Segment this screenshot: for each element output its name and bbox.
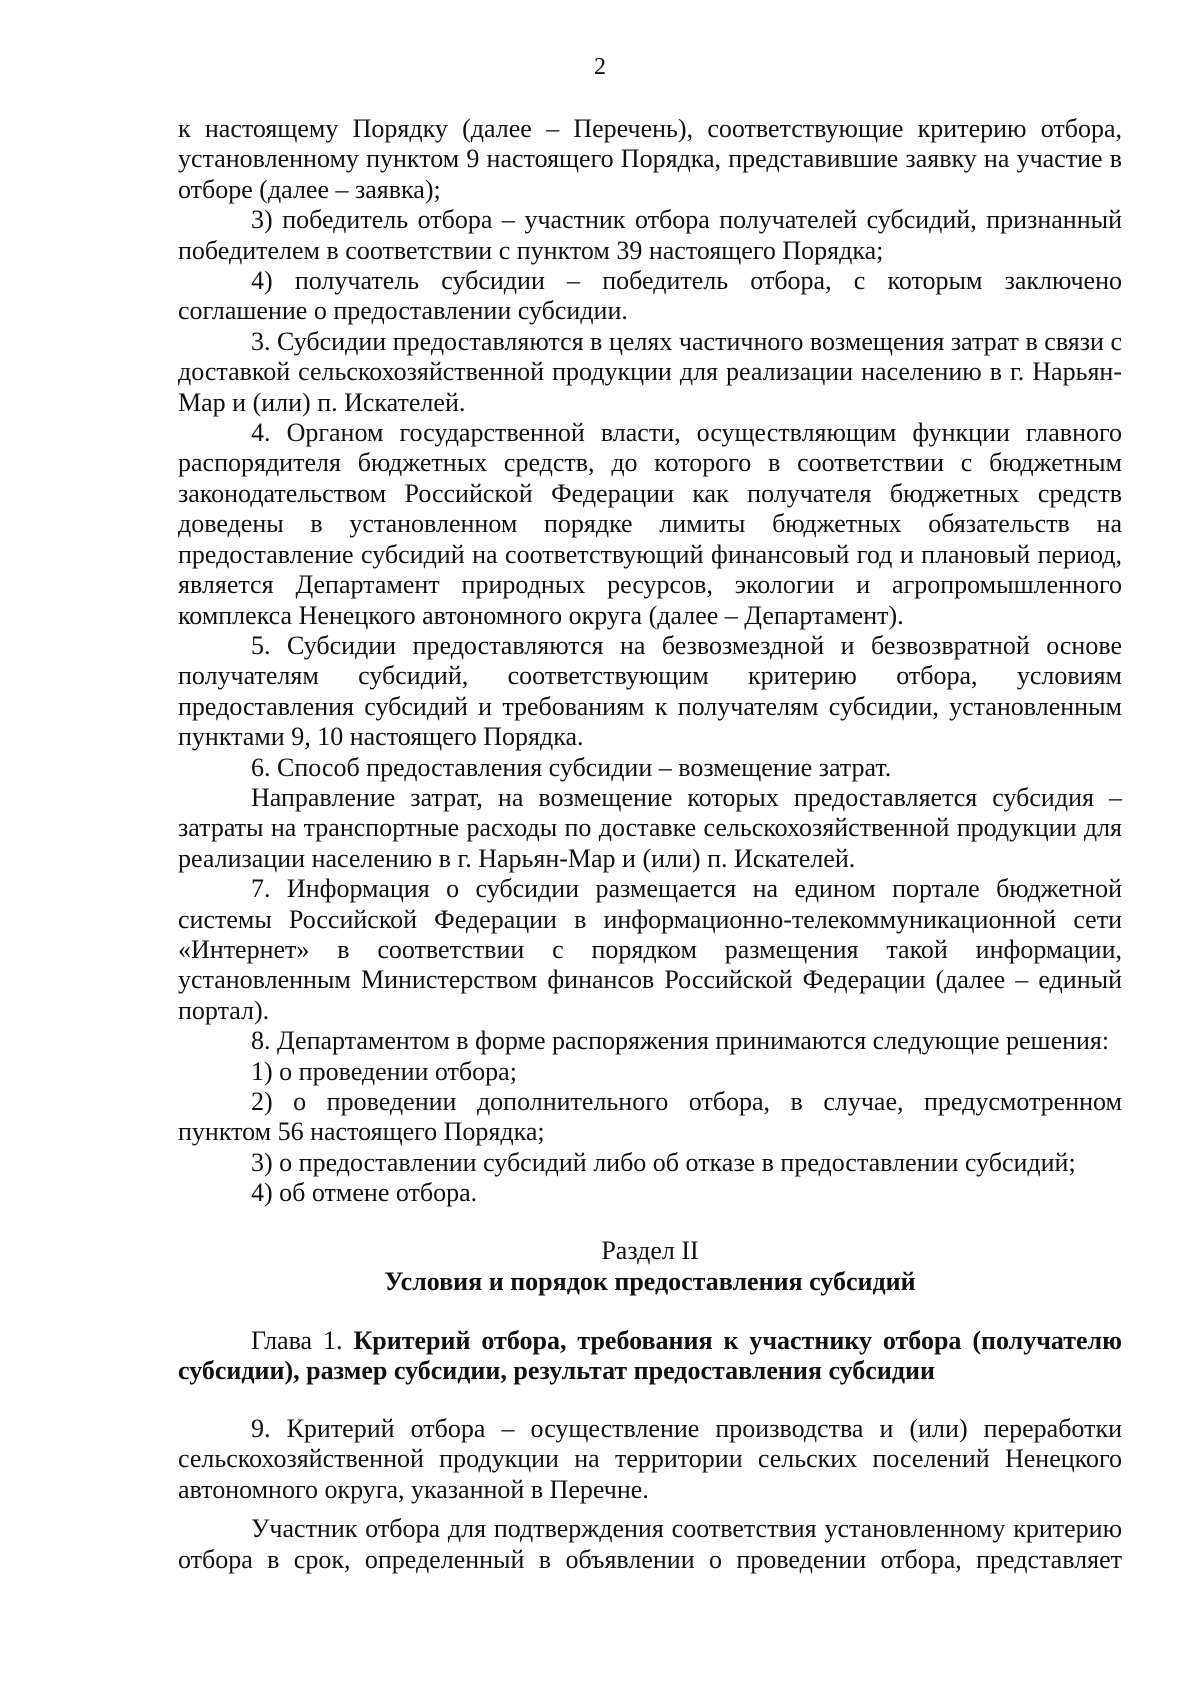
paragraph: 6. Способ предоставления субсидии – возмещение затрат. <box>251 752 892 782</box>
chapter-heading <box>178 1326 1122 1387</box>
paragraph: Направление затрат, на возмещение которых предоставляется субсидия – затраты на транспортные расходы по доставке сельскохозяйственной продукции для реализации населению в г. Нарьян-Мар и (или) п. Искателей. <box>178 782 1122 873</box>
paragraph: 8. Департаментом в форме распоряжения принимаются следующие решения: <box>251 1026 1110 1056</box>
paragraph: 7. Информация о субсидии размещается на едином портале бюджетной системы Российской Федерации в информационно-телекоммуникационной сети «Интернет» в соответствии с порядком размещения такой информации, установленным Министерством финансов Российской Федерации (далее – единый портал). <box>178 874 1122 1025</box>
paragraph: 4) об отмене отбора. <box>251 1178 478 1208</box>
paragraph: 2) о проведении дополнительного отбора, в случае, предусмотренном пунктом 56 настоящего Порядка; <box>178 1087 1122 1147</box>
chapter-title: Критерий отбора, требования к участнику отбора (получателю субсидии), размер субсидии, результат предоставления субсидии <box>178 1326 1122 1386</box>
paragraph: 3. Субсидии предоставляются в целях частичного возмещения затрат в связи с доставкой сельскохозяйственной продукции для реализации населению в г. Нарьян-Мар и (или) п. Искателей. <box>178 326 1122 417</box>
page-number: 2 <box>594 54 606 80</box>
paragraph: 4. Органом государственной власти, осуществляющим функции главного распорядителя бюджетных средств, до которого в соответствии с бюджетным законодательством Российской Федерации как получателя бюджетных средств доведены в установленном порядке лимиты бюджетных обязательств на предоставление субсидий на соответствующий финансовый год и плановый период, является Департамент природных ресурсов, экологии и агропромышленного комплекса Ненецкого автономного округа (далее – Департамент). <box>178 418 1122 630</box>
paragraph: 5. Субсидии предоставляются на безвозмездной и безвозвратной основе получателям субсидий, соответствующим критерию отбора, условиям предоставления субсидий и требованиям к получателям субсидии, установленным пунктами 9, 10 настоящего Порядка. <box>178 630 1122 752</box>
paragraph: к настоящему Порядку (далее – Перечень), соответствующие критерию отбора, установленному пунктом 9 настоящего Порядка, представившие заявку на участие в отборе (далее – заявка); <box>178 114 1122 204</box>
section-label: Раздел II <box>601 1236 699 1265</box>
paragraph: 1) о проведении отбора; <box>251 1056 517 1086</box>
chapter-prefix: Глава 1. <box>251 1326 354 1355</box>
paragraph: 3) победитель отбора – участник отбора получателей субсидий, признанный победителем в соответствии с пунктом 39 настоящего Порядка; <box>178 205 1122 265</box>
paragraph: Участник отбора для подтверждения соответствия установленному критерию отбора в срок, определенный в объявлении о проведении отбора, представляет <box>178 1514 1122 1574</box>
paragraph: 4) получатель субсидии – победитель отбора, с которым заключено соглашение о предоставлении субсидии. <box>178 266 1122 326</box>
paragraph: 9. Критерий отбора – осуществление производства и (или) переработки сельскохозяйственной продукции на территории сельских поселений Ненецкого автономного округа, указанной в Перечне. <box>178 1414 1122 1504</box>
paragraph: 3) о предоставлении субсидий либо об отказе в предоставлении субсидий; <box>251 1147 1076 1177</box>
section-title: Условия и порядок предоставления субсидий <box>384 1267 916 1296</box>
tail-text <box>178 1414 1122 1575</box>
body-text <box>178 114 1122 1209</box>
